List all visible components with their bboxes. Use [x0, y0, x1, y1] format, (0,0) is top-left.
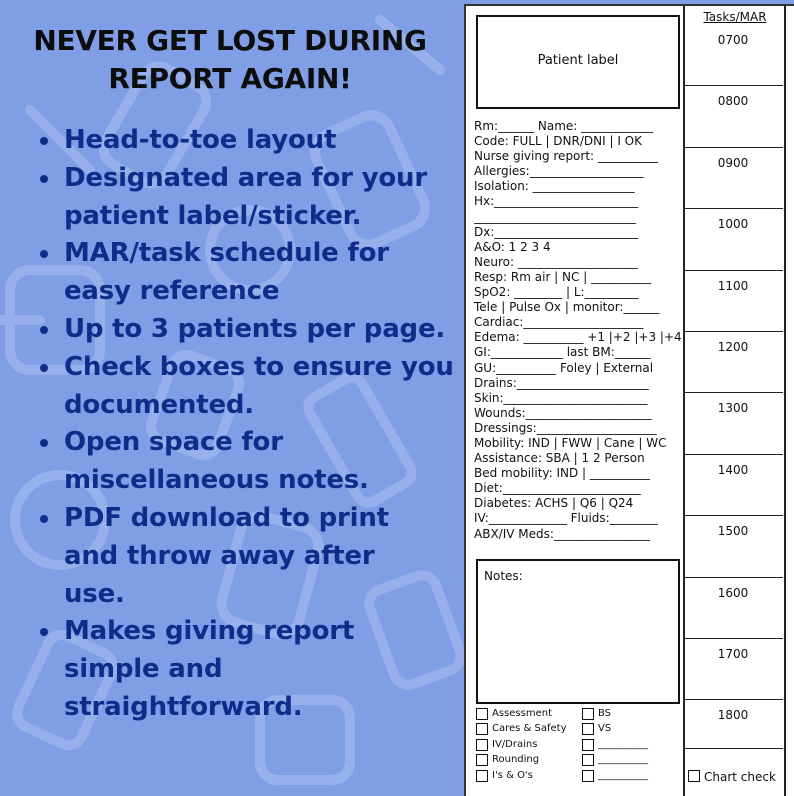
checklist-item[interactable] — [582, 721, 648, 736]
mar-slot — [685, 91, 785, 152]
mar-slot — [685, 460, 785, 521]
mar-slot — [685, 705, 785, 766]
mar-time: 1800 — [717, 708, 749, 723]
mar-time: 0900 — [717, 155, 749, 170]
form-line: Hx:________________________ — [474, 194, 639, 209]
form-line: Edema: __________ +1 |+2 |+3 |+4 — [474, 330, 682, 345]
feature-text: straightforward. — [64, 691, 303, 722]
checklist-item[interactable] — [582, 768, 648, 783]
checklist-item[interactable] — [582, 752, 648, 767]
bullet-icon — [40, 137, 48, 145]
checklist-left — [476, 706, 567, 783]
form-line: A&O: 1 2 3 4 — [474, 239, 551, 254]
feature-text: Head-to-toe layout — [64, 125, 337, 155]
bullet-icon — [40, 326, 48, 334]
checklist-item[interactable] — [582, 737, 648, 752]
feature-text: Up to 3 patients per page. — [64, 313, 446, 344]
form-line: Dx:________________________ — [474, 224, 639, 239]
mar-slot — [685, 153, 785, 214]
bullet-icon — [40, 439, 48, 447]
checklist-label: VS — [598, 723, 612, 735]
checkbox-icon[interactable] — [476, 739, 488, 751]
feature-text: PDF download to print — [64, 502, 389, 533]
mar-slot-divider — [685, 699, 783, 700]
mar-slot-divider — [685, 577, 783, 578]
feature-text: MAR/task schedule for — [64, 238, 389, 269]
mar-time: 1200 — [717, 340, 749, 354]
mar-time: 1400 — [717, 462, 749, 477]
form-line: Code: FULL | DNR/DNI | I OK — [474, 134, 642, 149]
mar-slot-divider — [685, 208, 783, 209]
checkbox-icon[interactable] — [476, 770, 488, 782]
checklist-item[interactable] — [476, 752, 567, 767]
checkbox-icon[interactable] — [476, 754, 488, 766]
headline-line: REPORT AGAIN! — [108, 62, 352, 95]
form-line: SpO2: ________ | L:_________ — [474, 285, 639, 300]
feature-item — [36, 349, 456, 425]
checkbox-icon[interactable] — [688, 770, 700, 782]
feature-text: and throw away after — [64, 540, 375, 571]
mar-slot-divider — [685, 515, 783, 516]
mar-time: 1300 — [717, 401, 749, 416]
mar-schedule — [685, 6, 785, 796]
checklist-label: __________ — [598, 738, 648, 750]
checklist-label: __________ — [598, 769, 648, 781]
checkbox-icon[interactable] — [582, 708, 594, 720]
checklist-item[interactable] — [476, 721, 567, 736]
form-line: Allergies:___________________ — [474, 164, 644, 179]
form-line: Wounds:_____________________ — [474, 405, 652, 420]
checkbox-icon[interactable] — [476, 723, 488, 735]
feature-item — [36, 235, 456, 311]
mar-time: 1600 — [717, 585, 749, 600]
feature-item — [36, 424, 456, 500]
headline-line: NEVER GET LOST DURING — [33, 24, 427, 57]
checklist-label: I's & O's — [492, 769, 533, 781]
feature-text: use. — [64, 578, 125, 609]
feature-text: miscellaneous notes. — [64, 465, 369, 496]
form-line: Nurse giving report: __________ — [474, 149, 658, 164]
checkbox-icon[interactable] — [582, 754, 594, 766]
bullet-icon — [40, 628, 48, 636]
checkbox-icon[interactable] — [476, 708, 488, 720]
form-line: Drains:______________________ — [474, 375, 649, 390]
form-line: IV:_____________ Fluids:________ — [474, 511, 658, 526]
patient-label-box — [476, 15, 680, 109]
feature-list — [36, 122, 456, 727]
bullet-icon — [40, 175, 48, 183]
mar-slot-divider — [685, 85, 783, 86]
mar-time: 1000 — [717, 217, 749, 232]
feature-text: patient label/sticker. — [64, 200, 362, 231]
report-sheet — [464, 4, 794, 796]
checklist-item[interactable] — [476, 706, 567, 721]
mar-slot-divider — [685, 392, 783, 393]
mar-slot-divider — [685, 748, 783, 749]
mar-slot — [685, 276, 785, 337]
checklist-label: Rounding — [492, 754, 540, 766]
form-line: Dressings:____________________ — [474, 420, 657, 435]
checklist-item[interactable] — [476, 768, 567, 783]
form-line: ABX/IV Meds:________________ — [474, 526, 650, 541]
checklist-label: Assessment — [492, 708, 552, 719]
mar-slot — [685, 583, 785, 644]
notes-label: Notes: — [484, 569, 523, 583]
feature-text: easy reference — [64, 276, 280, 307]
bullet-icon — [40, 364, 48, 372]
headline — [10, 22, 450, 98]
mar-slot — [685, 521, 785, 582]
feature-text: Check boxes to ensure you — [64, 351, 454, 382]
patient-label-text: Patient label — [537, 53, 619, 68]
bullet-icon — [40, 250, 48, 258]
mar-slot — [685, 337, 785, 398]
mar-slot — [685, 644, 785, 705]
form-line: GU:__________ Foley | External — [474, 360, 654, 375]
form-line: GI:____________ last BM:______ — [474, 345, 651, 360]
mar-slot-divider — [685, 270, 783, 271]
form-line: ___________________________ — [474, 209, 636, 224]
feature-text: Designated area for your — [64, 162, 427, 193]
bullet-icon — [40, 515, 48, 523]
form-line: Resp: Rm air | NC | __________ — [474, 269, 652, 284]
form-line: Diabetes: ACHS | Q6 | Q24 — [474, 496, 634, 511]
mar-time: 0700 — [717, 33, 749, 47]
patient-info-form — [474, 119, 682, 542]
form-line: Bed mobility: IND | __________ — [474, 466, 650, 481]
checklist-item[interactable] — [476, 737, 567, 752]
checklist-label: Cares & Safety — [492, 723, 567, 735]
mar-slot — [685, 214, 785, 275]
chart-check-label: Chart check — [704, 770, 776, 784]
form-line: Tele | Pulse Ox | monitor:______ — [474, 300, 660, 315]
feature-text: documented. — [64, 389, 254, 420]
feature-item — [36, 122, 456, 160]
mar-right-border — [784, 6, 786, 796]
checklist-label: __________ — [598, 754, 648, 766]
mar-header: Tasks/MAR — [703, 10, 767, 24]
form-line: Diet:_______________________ — [474, 481, 641, 496]
chart-check[interactable] — [688, 770, 776, 784]
mar-slot-divider — [685, 147, 783, 148]
checklist-label: BS — [598, 708, 612, 719]
form-line: Neuro: ____________________ — [474, 254, 638, 269]
feature-item — [36, 613, 456, 726]
notes-box — [476, 559, 680, 704]
mar-slot-divider — [685, 638, 783, 639]
checkbox-icon[interactable] — [582, 723, 594, 735]
checklist-item[interactable] — [582, 706, 648, 721]
mar-slot — [685, 30, 785, 91]
mar-time: 1100 — [717, 278, 749, 293]
feature-item — [36, 311, 456, 349]
feature-text: Open space for — [64, 427, 283, 458]
checkbox-icon[interactable] — [582, 770, 594, 782]
checklist-label: IV/Drains — [492, 738, 538, 750]
form-line: Skin:________________________ — [474, 390, 648, 405]
feature-item — [36, 160, 456, 236]
form-line: Assistance: SBA | 1 2 Person — [474, 451, 645, 466]
mar-time: 0800 — [717, 94, 749, 109]
mar-slot-divider — [685, 331, 783, 332]
checklist-right — [582, 706, 648, 783]
form-line: Mobility: IND | FWW | Cane | WC — [474, 435, 667, 450]
mar-time: 1700 — [717, 647, 749, 661]
feature-item — [36, 500, 456, 613]
mar-slot-divider — [685, 454, 783, 455]
form-line: Isolation: _________________ — [474, 179, 635, 194]
form-line: Cardiac:____________________ — [474, 315, 644, 330]
feature-text: simple and — [64, 654, 223, 685]
feature-text: Makes giving report — [64, 616, 355, 647]
mar-slot — [685, 398, 785, 459]
form-line: Rm:______ Name: ____________ — [474, 119, 654, 133]
mar-time: 1500 — [717, 524, 749, 539]
checkbox-icon[interactable] — [582, 739, 594, 751]
